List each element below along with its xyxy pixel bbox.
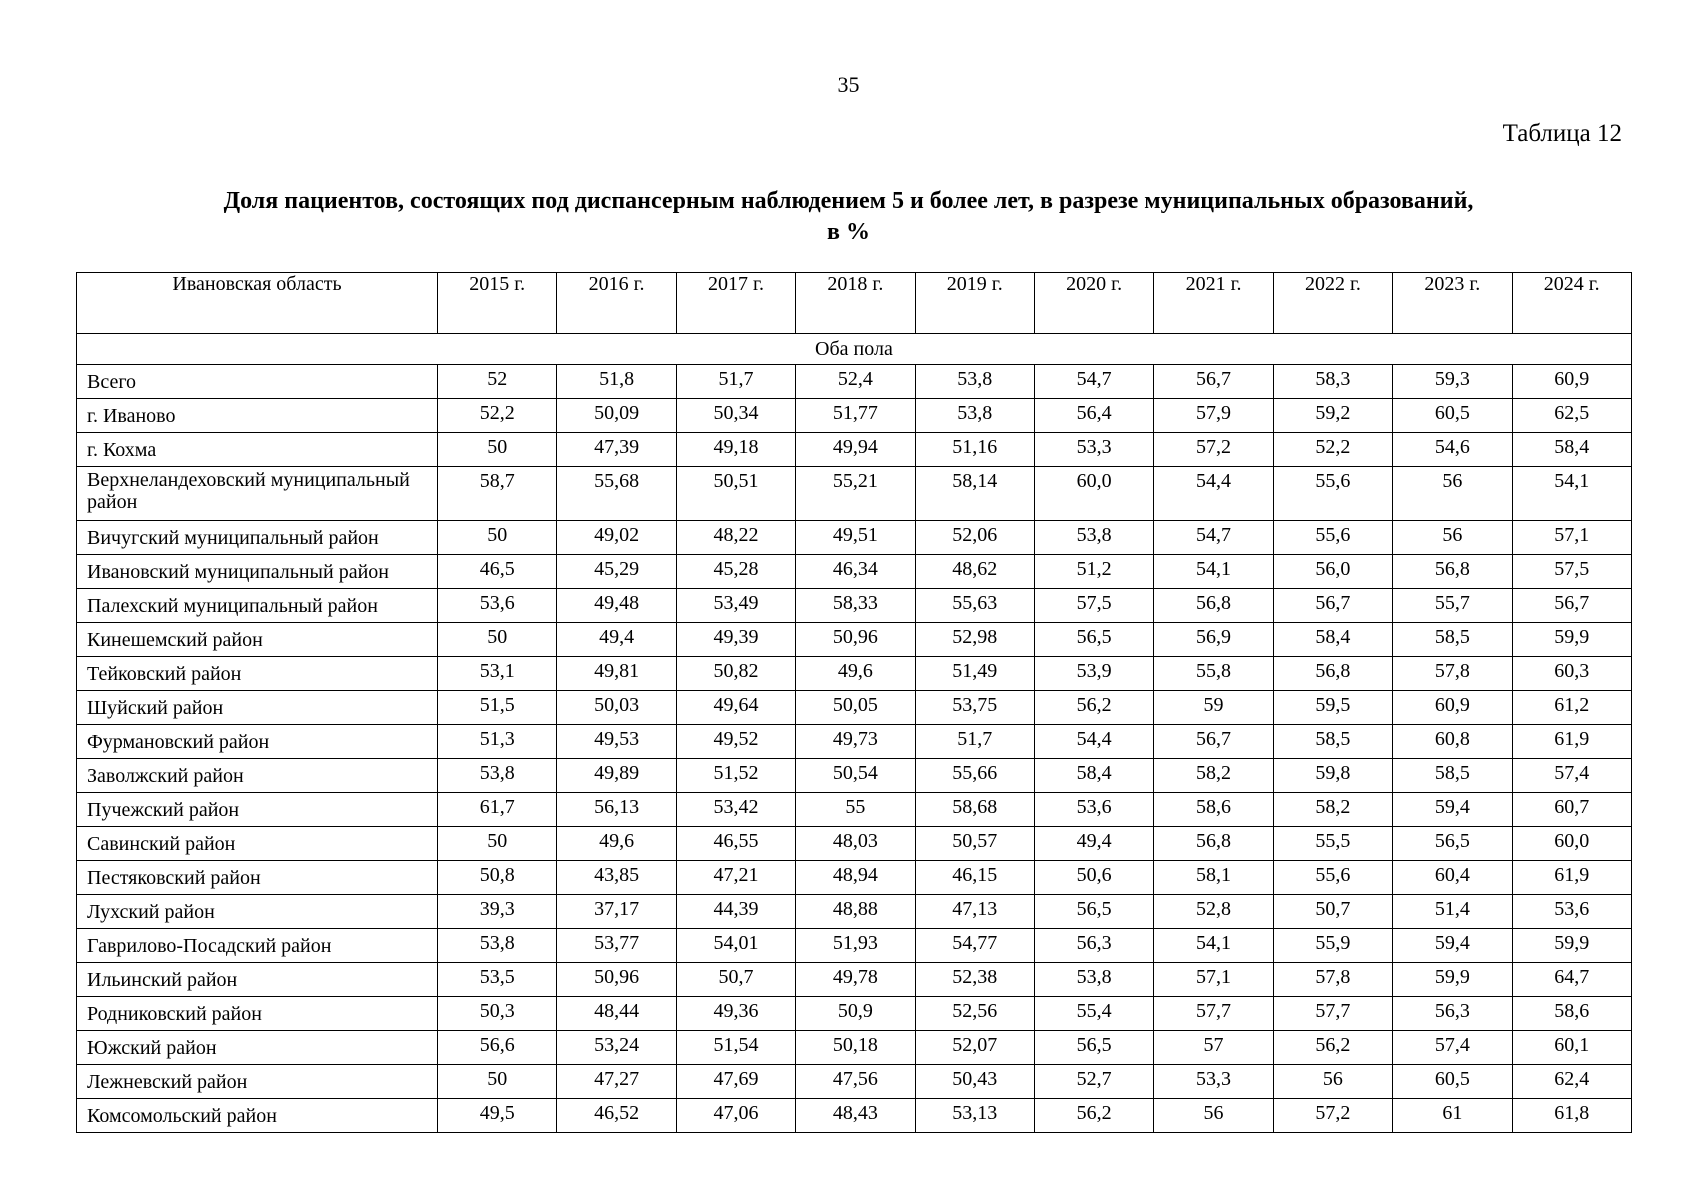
column-header-year: 2022 г.	[1273, 273, 1392, 334]
value-cell: 55,21	[796, 467, 915, 521]
value-cell: 52,98	[915, 623, 1034, 657]
value-cell: 54,4	[1034, 725, 1153, 759]
value-cell: 50,57	[915, 827, 1034, 861]
column-header-year: 2020 г.	[1034, 273, 1153, 334]
region-name-cell: Комсомольский район	[77, 1099, 438, 1133]
value-cell: 51,93	[796, 929, 915, 963]
value-cell: 51,5	[438, 691, 557, 725]
table-row	[77, 793, 1632, 827]
value-cell: 56,7	[1512, 589, 1631, 623]
value-cell: 49,48	[557, 589, 676, 623]
value-cell: 57,5	[1512, 555, 1631, 589]
value-cell: 58,14	[915, 467, 1034, 521]
value-cell: 50,6	[1034, 861, 1153, 895]
value-cell: 50,3	[438, 997, 557, 1031]
value-cell: 55,9	[1273, 929, 1392, 963]
value-cell: 53,6	[1512, 895, 1631, 929]
value-cell: 61,9	[1512, 861, 1631, 895]
data-table	[76, 272, 1632, 1133]
table-row	[77, 657, 1632, 691]
value-cell: 56,7	[1154, 365, 1273, 399]
region-name-cell: Лежневский район	[77, 1065, 438, 1099]
value-cell: 47,21	[676, 861, 795, 895]
value-cell: 57,7	[1273, 997, 1392, 1031]
value-cell: 56,3	[1034, 929, 1153, 963]
value-cell: 58,5	[1393, 759, 1512, 793]
value-cell: 57,5	[1034, 589, 1153, 623]
value-cell: 58,4	[1273, 623, 1392, 657]
region-name-cell: Палехский муниципальный район	[77, 589, 438, 623]
section-label: Оба пола	[77, 334, 1632, 365]
value-cell: 47,56	[796, 1065, 915, 1099]
value-cell: 50	[438, 623, 557, 657]
value-cell: 57,4	[1512, 759, 1631, 793]
value-cell: 49,73	[796, 725, 915, 759]
value-cell: 60,4	[1393, 861, 1512, 895]
value-cell: 47,06	[676, 1099, 795, 1133]
value-cell: 59,9	[1393, 963, 1512, 997]
value-cell: 49,6	[557, 827, 676, 861]
table-row	[77, 1031, 1632, 1065]
column-header-year: 2021 г.	[1154, 273, 1273, 334]
value-cell: 56,5	[1393, 827, 1512, 861]
value-cell: 55,6	[1273, 521, 1392, 555]
table-title	[90, 186, 1607, 248]
value-cell: 51,77	[796, 399, 915, 433]
value-cell: 57,8	[1273, 963, 1392, 997]
value-cell: 53,77	[557, 929, 676, 963]
value-cell: 50,9	[796, 997, 915, 1031]
value-cell: 58,7	[438, 467, 557, 521]
page-number: 35	[837, 72, 860, 97]
value-cell: 51,54	[676, 1031, 795, 1065]
table-row	[77, 623, 1632, 657]
region-name-cell: Ивановский муниципальный район	[77, 555, 438, 589]
value-cell: 37,17	[557, 895, 676, 929]
value-cell: 50,09	[557, 399, 676, 433]
value-cell: 55,4	[1034, 997, 1153, 1031]
value-cell: 55,68	[557, 467, 676, 521]
value-cell: 59,4	[1393, 929, 1512, 963]
region-name-cell: Лухский район	[77, 895, 438, 929]
value-cell: 46,55	[676, 827, 795, 861]
value-cell: 46,15	[915, 861, 1034, 895]
table-row	[77, 963, 1632, 997]
table-row	[77, 589, 1632, 623]
value-cell: 61,8	[1512, 1099, 1631, 1133]
value-cell: 44,39	[676, 895, 795, 929]
value-cell: 55	[796, 793, 915, 827]
value-cell: 53,42	[676, 793, 795, 827]
table-label: Таблица 12	[1502, 120, 1622, 147]
value-cell: 58,1	[1154, 861, 1273, 895]
table-row	[77, 861, 1632, 895]
value-cell: 49,94	[796, 433, 915, 467]
value-cell: 49,51	[796, 521, 915, 555]
table-row	[77, 433, 1632, 467]
value-cell: 58,2	[1154, 759, 1273, 793]
value-cell: 50,82	[676, 657, 795, 691]
value-cell: 60,1	[1512, 1031, 1631, 1065]
value-cell: 48,03	[796, 827, 915, 861]
value-cell: 49,53	[557, 725, 676, 759]
value-cell: 60,9	[1512, 365, 1631, 399]
value-cell: 53,1	[438, 657, 557, 691]
value-cell: 50	[438, 433, 557, 467]
value-cell: 51,8	[557, 365, 676, 399]
value-cell: 56,13	[557, 793, 676, 827]
value-cell: 54,4	[1154, 467, 1273, 521]
value-cell: 54,1	[1154, 929, 1273, 963]
value-cell: 52,38	[915, 963, 1034, 997]
value-cell: 60,5	[1393, 1065, 1512, 1099]
value-cell: 59,4	[1393, 793, 1512, 827]
region-name-cell: Вичугский муниципальный район	[77, 521, 438, 555]
column-header-year: 2016 г.	[557, 273, 676, 334]
value-cell: 56,2	[1273, 1031, 1392, 1065]
region-name-cell: Гаврилово-Посадский район	[77, 929, 438, 963]
value-cell: 50,8	[438, 861, 557, 895]
value-cell: 59,2	[1273, 399, 1392, 433]
value-cell: 48,94	[796, 861, 915, 895]
value-cell: 56	[1154, 1099, 1273, 1133]
value-cell: 58,68	[915, 793, 1034, 827]
value-cell: 55,5	[1273, 827, 1392, 861]
value-cell: 56	[1393, 521, 1512, 555]
value-cell: 50,96	[557, 963, 676, 997]
value-cell: 56,5	[1034, 623, 1153, 657]
value-cell: 51,16	[915, 433, 1034, 467]
value-cell: 57,2	[1154, 433, 1273, 467]
value-cell: 52,06	[915, 521, 1034, 555]
table-row	[77, 827, 1632, 861]
table-title-line-2: в %	[827, 219, 870, 245]
table-row	[77, 365, 1632, 399]
value-cell: 54,01	[676, 929, 795, 963]
region-name-cell: Савинский район	[77, 827, 438, 861]
value-cell: 56,5	[1034, 1031, 1153, 1065]
value-cell: 49,5	[438, 1099, 557, 1133]
value-cell: 50,54	[796, 759, 915, 793]
value-cell: 59	[1154, 691, 1273, 725]
value-cell: 58,6	[1512, 997, 1631, 1031]
value-cell: 51,7	[915, 725, 1034, 759]
region-name-cell: Фурмановский район	[77, 725, 438, 759]
region-name-cell: Южский район	[77, 1031, 438, 1065]
value-cell: 49,6	[796, 657, 915, 691]
value-cell: 50	[438, 827, 557, 861]
value-cell: 56,8	[1154, 827, 1273, 861]
value-cell: 56,8	[1273, 657, 1392, 691]
value-cell: 61,2	[1512, 691, 1631, 725]
value-cell: 53,8	[438, 929, 557, 963]
value-cell: 53,8	[915, 365, 1034, 399]
table-row	[77, 759, 1632, 793]
value-cell: 50	[438, 1065, 557, 1099]
value-cell: 52,2	[438, 399, 557, 433]
value-cell: 53,13	[915, 1099, 1034, 1133]
value-cell: 47,13	[915, 895, 1034, 929]
value-cell: 50,34	[676, 399, 795, 433]
value-cell: 53,6	[438, 589, 557, 623]
value-cell: 58,33	[796, 589, 915, 623]
value-cell: 56,8	[1154, 589, 1273, 623]
value-cell: 56	[1273, 1065, 1392, 1099]
region-name-cell: Родниковский район	[77, 997, 438, 1031]
table-row	[77, 895, 1632, 929]
value-cell: 62,5	[1512, 399, 1631, 433]
column-header-year: 2019 г.	[915, 273, 1034, 334]
value-cell: 54,1	[1512, 467, 1631, 521]
value-cell: 56,8	[1393, 555, 1512, 589]
table-row	[77, 929, 1632, 963]
value-cell: 51,4	[1393, 895, 1512, 929]
value-cell: 49,4	[557, 623, 676, 657]
value-cell: 47,69	[676, 1065, 795, 1099]
column-header-year: 2017 г.	[676, 273, 795, 334]
value-cell: 56,7	[1273, 589, 1392, 623]
value-cell: 53,75	[915, 691, 1034, 725]
region-name-cell: г. Иваново	[77, 399, 438, 433]
value-cell: 50,05	[796, 691, 915, 725]
value-cell: 55,6	[1273, 861, 1392, 895]
value-cell: 61	[1393, 1099, 1512, 1133]
value-cell: 49,78	[796, 963, 915, 997]
value-cell: 56,2	[1034, 691, 1153, 725]
value-cell: 47,39	[557, 433, 676, 467]
value-cell: 62,4	[1512, 1065, 1631, 1099]
value-cell: 46,5	[438, 555, 557, 589]
value-cell: 56,7	[1154, 725, 1273, 759]
value-cell: 60,9	[1393, 691, 1512, 725]
value-cell: 52,07	[915, 1031, 1034, 1065]
value-cell: 48,62	[915, 555, 1034, 589]
value-cell: 60,8	[1393, 725, 1512, 759]
value-cell: 54,7	[1034, 365, 1153, 399]
value-cell: 55,7	[1393, 589, 1512, 623]
value-cell: 53,8	[438, 759, 557, 793]
value-cell: 60,0	[1034, 467, 1153, 521]
value-cell: 59,5	[1273, 691, 1392, 725]
value-cell: 59,3	[1393, 365, 1512, 399]
value-cell: 56,4	[1034, 399, 1153, 433]
value-cell: 57,7	[1154, 997, 1273, 1031]
region-name-cell: Пучежский район	[77, 793, 438, 827]
value-cell: 53,49	[676, 589, 795, 623]
value-cell: 56	[1393, 467, 1512, 521]
value-cell: 53,8	[1034, 521, 1153, 555]
column-header-year: 2015 г.	[438, 273, 557, 334]
value-cell: 60,5	[1393, 399, 1512, 433]
value-cell: 45,28	[676, 555, 795, 589]
value-cell: 54,1	[1154, 555, 1273, 589]
value-cell: 53,6	[1034, 793, 1153, 827]
value-cell: 53,8	[915, 399, 1034, 433]
value-cell: 58,5	[1393, 623, 1512, 657]
table-row	[77, 467, 1632, 521]
value-cell: 60,0	[1512, 827, 1631, 861]
table-row	[77, 399, 1632, 433]
value-cell: 52,8	[1154, 895, 1273, 929]
value-cell: 53,3	[1154, 1065, 1273, 1099]
value-cell: 53,9	[1034, 657, 1153, 691]
value-cell: 45,29	[557, 555, 676, 589]
value-cell: 50,7	[676, 963, 795, 997]
table-row	[77, 521, 1632, 555]
region-name-cell: г. Кохма	[77, 433, 438, 467]
value-cell: 58,6	[1154, 793, 1273, 827]
value-cell: 59,9	[1512, 929, 1631, 963]
value-cell: 51,3	[438, 725, 557, 759]
column-header-year: 2023 г.	[1393, 273, 1512, 334]
region-name-cell: Пестяковский район	[77, 861, 438, 895]
value-cell: 53,24	[557, 1031, 676, 1065]
table-row	[77, 1099, 1632, 1133]
value-cell: 50,7	[1273, 895, 1392, 929]
value-cell: 50,51	[676, 467, 795, 521]
value-cell: 50	[438, 521, 557, 555]
value-cell: 55,6	[1273, 467, 1392, 521]
value-cell: 53,5	[438, 963, 557, 997]
value-cell: 51,7	[676, 365, 795, 399]
value-cell: 57,1	[1154, 963, 1273, 997]
value-cell: 48,44	[557, 997, 676, 1031]
table-row	[77, 997, 1632, 1031]
value-cell: 56,9	[1154, 623, 1273, 657]
value-cell: 55,66	[915, 759, 1034, 793]
value-cell: 52,4	[796, 365, 915, 399]
value-cell: 48,88	[796, 895, 915, 929]
value-cell: 57,2	[1273, 1099, 1392, 1133]
value-cell: 55,63	[915, 589, 1034, 623]
table-row	[77, 725, 1632, 759]
region-name-cell: Ильинский район	[77, 963, 438, 997]
value-cell: 58,3	[1273, 365, 1392, 399]
value-cell: 49,4	[1034, 827, 1153, 861]
value-cell: 52,56	[915, 997, 1034, 1031]
value-cell: 51,52	[676, 759, 795, 793]
value-cell: 49,18	[676, 433, 795, 467]
value-cell: 52,7	[1034, 1065, 1153, 1099]
region-name-cell: Заволжский район	[77, 759, 438, 793]
value-cell: 58,4	[1512, 433, 1631, 467]
value-cell: 56,6	[438, 1031, 557, 1065]
value-cell: 57,4	[1393, 1031, 1512, 1065]
value-cell: 64,7	[1512, 963, 1631, 997]
table-title-line-1: Доля пациентов, состоящих под диспансерным наблюдением 5 и более лет, в разрезе муниципальных образований,	[223, 188, 1474, 214]
value-cell: 56,5	[1034, 895, 1153, 929]
value-cell: 39,3	[438, 895, 557, 929]
table-header-row	[77, 273, 1632, 334]
value-cell: 52,2	[1273, 433, 1392, 467]
value-cell: 56,3	[1393, 997, 1512, 1031]
region-name-cell: Кинешемский район	[77, 623, 438, 657]
value-cell: 49,81	[557, 657, 676, 691]
value-cell: 57,8	[1393, 657, 1512, 691]
value-cell: 43,85	[557, 861, 676, 895]
value-cell: 50,18	[796, 1031, 915, 1065]
value-cell: 53,3	[1034, 433, 1153, 467]
value-cell: 51,2	[1034, 555, 1153, 589]
value-cell: 54,77	[915, 929, 1034, 963]
section-row	[77, 334, 1632, 365]
value-cell: 59,9	[1512, 623, 1631, 657]
value-cell: 57,9	[1154, 399, 1273, 433]
value-cell: 48,43	[796, 1099, 915, 1133]
value-cell: 48,22	[676, 521, 795, 555]
value-cell: 54,6	[1393, 433, 1512, 467]
table-row	[77, 691, 1632, 725]
column-header-year: 2018 г.	[796, 273, 915, 334]
value-cell: 49,89	[557, 759, 676, 793]
value-cell: 54,7	[1154, 521, 1273, 555]
value-cell: 55,8	[1154, 657, 1273, 691]
table-row	[77, 555, 1632, 589]
region-name-cell: Тейковский район	[77, 657, 438, 691]
region-name-cell: Верхнеландеховский муниципальный район	[77, 467, 438, 521]
value-cell: 58,5	[1273, 725, 1392, 759]
value-cell: 52	[438, 365, 557, 399]
region-name-cell: Шуйский район	[77, 691, 438, 725]
value-cell: 46,52	[557, 1099, 676, 1133]
value-cell: 50,03	[557, 691, 676, 725]
value-cell: 61,7	[438, 793, 557, 827]
value-cell: 49,39	[676, 623, 795, 657]
value-cell: 49,36	[676, 997, 795, 1031]
column-header-region: Ивановская область	[77, 273, 438, 334]
value-cell: 58,2	[1273, 793, 1392, 827]
value-cell: 56,2	[1034, 1099, 1153, 1133]
table-row	[77, 1065, 1632, 1099]
column-header-year: 2024 г.	[1512, 273, 1631, 334]
value-cell: 61,9	[1512, 725, 1631, 759]
value-cell: 57	[1154, 1031, 1273, 1065]
value-cell: 47,27	[557, 1065, 676, 1099]
value-cell: 49,52	[676, 725, 795, 759]
region-name-cell: Всего	[77, 365, 438, 399]
value-cell: 46,34	[796, 555, 915, 589]
value-cell: 56,0	[1273, 555, 1392, 589]
value-cell: 50,96	[796, 623, 915, 657]
value-cell: 50,43	[915, 1065, 1034, 1099]
value-cell: 59,8	[1273, 759, 1392, 793]
value-cell: 49,02	[557, 521, 676, 555]
value-cell: 60,7	[1512, 793, 1631, 827]
value-cell: 57,1	[1512, 521, 1631, 555]
value-cell: 51,49	[915, 657, 1034, 691]
value-cell: 58,4	[1034, 759, 1153, 793]
value-cell: 53,8	[1034, 963, 1153, 997]
value-cell: 60,3	[1512, 657, 1631, 691]
value-cell: 49,64	[676, 691, 795, 725]
